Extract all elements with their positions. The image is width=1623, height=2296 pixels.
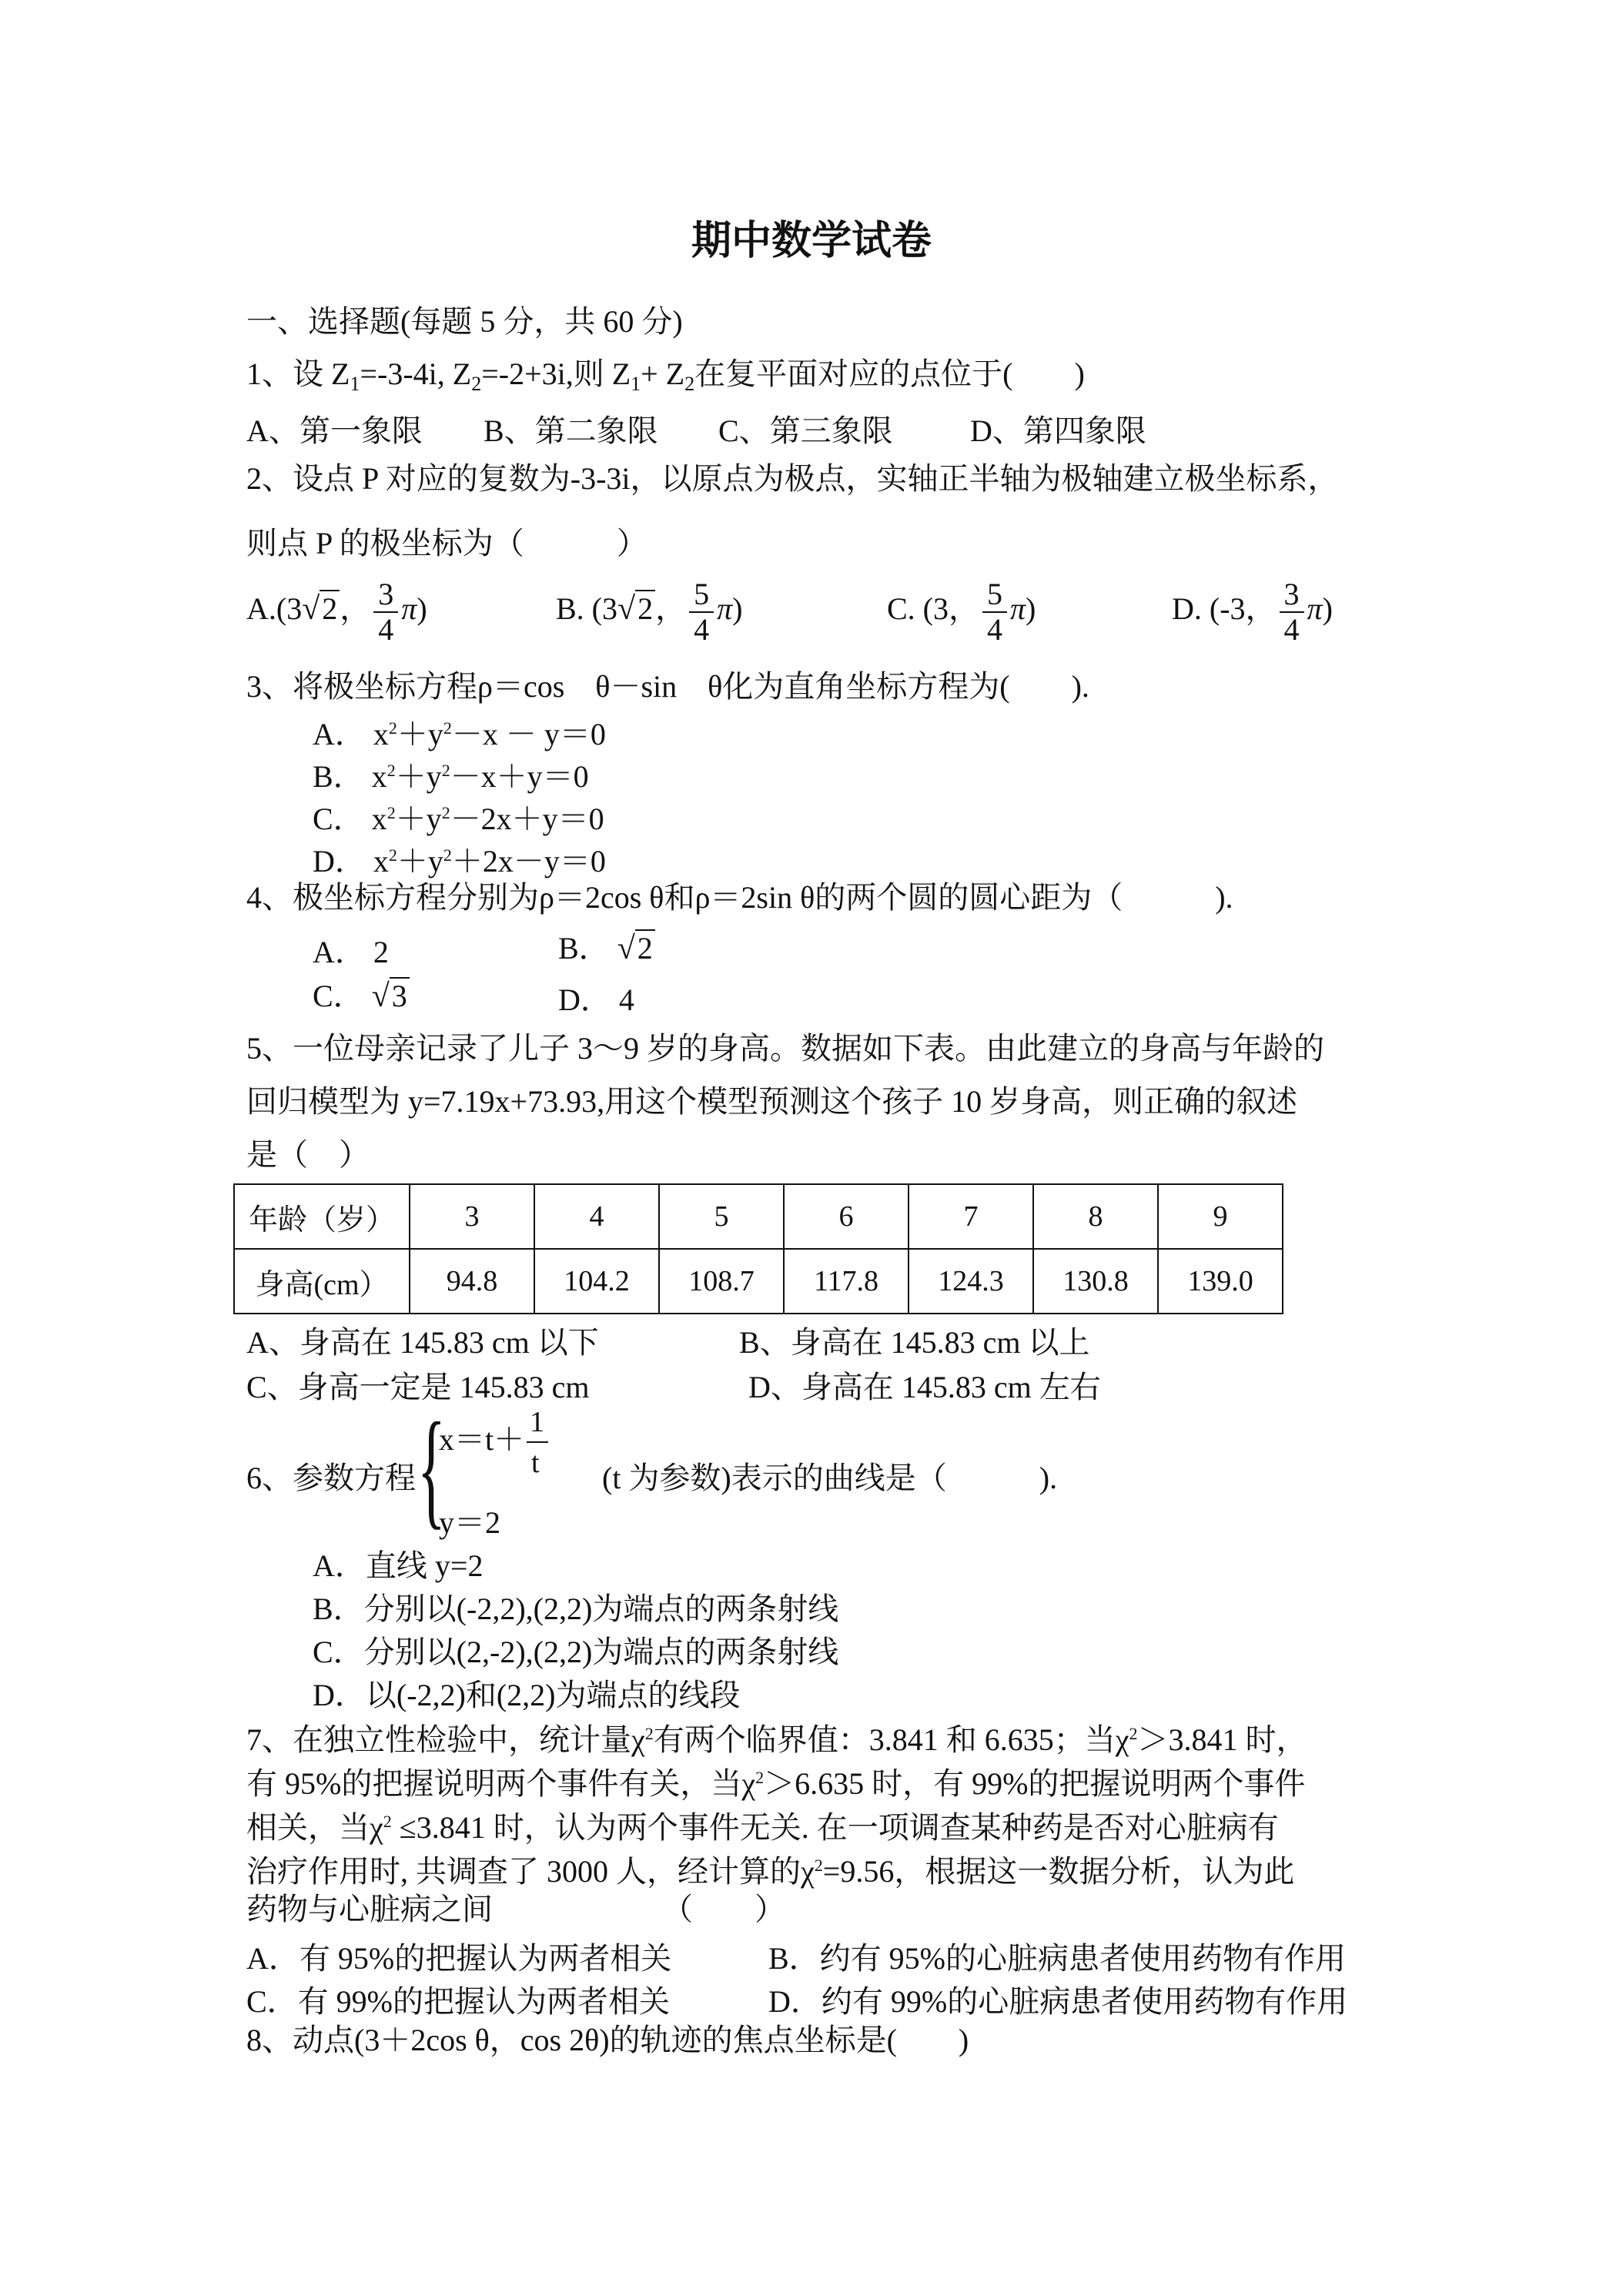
q1-option-b: B、第二象限 <box>484 413 658 448</box>
fraction-bar <box>527 1441 548 1443</box>
q7-option-c: C．有 99%的把握认为两者相关 <box>246 1984 670 2019</box>
q1-option-a: A、第一象限 <box>246 413 423 448</box>
table-cell: 6 <box>784 1184 909 1249</box>
q5-option-b: B、身高在 145.83 cm 以上 <box>739 1325 1090 1360</box>
table-cell: 7 <box>909 1184 1033 1249</box>
q5-option-a: A、身高在 145.83 cm 以下 <box>246 1325 599 1360</box>
table-row-age <box>234 1184 1283 1249</box>
question-2-line-1: 2、设点 P 对应的复数为-3-3i，以原点为极点，实轴正半轴为极轴建立极坐标系， <box>246 461 1339 496</box>
q6-fraction-numerator: 1 <box>530 1406 544 1438</box>
q2-option-a: A.(3√2， $\frac{3}{4}$ π) <box>246 577 427 647</box>
q4-option-c: C． √3 <box>313 972 410 1016</box>
table-cell: 117.8 <box>784 1249 909 1314</box>
question-7-line-1: 7、在独立性检验中，统计量$\chi^2$有两个临界值：3.841 和 6.635；当$\chi^2>3.841$ 时， <box>246 1722 1307 1757</box>
q5-option-d: D、身高在 145.83 cm 左右 <box>748 1370 1101 1404</box>
q3-option-c: C． $x^2+y^2-2x+y=0$ <box>313 802 604 836</box>
table-cell: 年龄（岁） <box>234 1184 410 1249</box>
table-cell: 身高(cm） <box>234 1249 410 1314</box>
q3-option-d: D． $x^2+y^2+2x-y=0$ <box>313 844 606 879</box>
table-cell: 94.8 <box>410 1249 534 1314</box>
question-5-line-1: 5、一位母亲记录了儿子 3～9 岁的身高。数据如下表。由此建立的身高与年龄的 <box>246 1031 1324 1066</box>
q7-option-a: A．有 95%的把握认为两者相关 <box>246 1941 672 1976</box>
age-height-table <box>233 1183 1283 1314</box>
question-1-stem: 1、设 $Z_1=-3-4i$, $Z_2=-2+3i$,则 $Z_1+ Z_2$在复平面对应的点位于( ) <box>246 356 1085 395</box>
table-cell: 3 <box>410 1184 534 1249</box>
question-7-line-4: 治疗作用时, 共调查了 3000 人，经计算的$\chi^2=9.56$，根据这一数据分析，认为此 <box>246 1854 1295 1889</box>
q7-option-d: D．约有 99%的心脏病患者使用药物有作用 <box>768 1984 1348 2019</box>
q3-option-b: B． $x^2+y^2-x+y=0$ <box>313 759 589 794</box>
table-cell: 8 <box>1033 1184 1158 1249</box>
q1-option-d: D、第四象限 <box>970 413 1146 448</box>
question-7-line-3: 相关，当$\chi^2 \le 3.841$ 时，认为两个事件无关. 在一项调查某种药是否对心脏病有 <box>246 1810 1279 1845</box>
section-heading: 一、选择题(每题 5 分，共 60 分) <box>246 304 683 339</box>
q4-option-a: A． 2 <box>313 935 389 969</box>
q6-option-b: B．分别以(-2,2),(2,2)为端点的两条射线 <box>313 1591 839 1626</box>
table-row-height <box>234 1249 1283 1314</box>
table-cell: 4 <box>534 1184 659 1249</box>
question-5-line-2: 回归模型为 y=7.19x+73.93,用这个模型预测这个孩子 10 岁身高，则正确的叙述 <box>246 1084 1298 1119</box>
table-cell: 124.3 <box>909 1249 1033 1314</box>
page-title: 期中数学试卷 <box>691 219 932 263</box>
question-7-line-5: 药物与心脏病之间 （ ） <box>246 1892 785 1926</box>
q6-fraction-denominator: t <box>531 1447 540 1479</box>
q2-option-d: D. (-3， $\frac{3}{4}$ π) <box>1172 577 1333 647</box>
q3-option-a: A． $x^2+y^2-x - y=0$ <box>313 717 606 751</box>
question-6-label: 6、参数方程 <box>246 1461 416 1495</box>
table-cell: 9 <box>1158 1184 1283 1249</box>
q6-option-c: C．分别以(2,-2),(2,2)为端点的两条射线 <box>313 1635 839 1669</box>
q6-equation-x: x＝t＋ <box>439 1422 525 1457</box>
table-cell: 130.8 <box>1033 1249 1158 1314</box>
q5-option-c: C、身高一定是 145.83 cm <box>246 1370 590 1404</box>
q4-option-d: D． 4 <box>558 982 634 1017</box>
table-cell: 104.2 <box>534 1249 659 1314</box>
question-5-line-3: 是（ ） <box>246 1137 370 1172</box>
q2-option-c: C. (3， $\frac{5}{4}$ π) <box>887 577 1036 647</box>
table-cell: 108.7 <box>659 1249 784 1314</box>
question-3-stem: 3、将极坐标方程ρ＝cos θ－sin θ化为直角坐标方程为( ). <box>246 669 1089 704</box>
q6-option-d: D．以(-2,2)和(2,2)为端点的线段 <box>313 1678 741 1712</box>
question-2-line-2: 则点 P 的极坐标为（ ） <box>246 526 648 561</box>
question-8-stem: 8、动点(3＋2cos θ，cos 2θ)的轨迹的焦点坐标是( ) <box>246 2023 969 2057</box>
q1-option-c: C、第三象限 <box>718 413 893 448</box>
question-7-line-2: 有 95%的把握说明两个事件有关，当$\chi^2>6.635$ 时，有 99%的把握说明两个事件 <box>246 1766 1306 1801</box>
q6-option-a: A．直线 y=2 <box>313 1548 484 1583</box>
q6-equation-y: y＝2 <box>439 1505 500 1540</box>
left-brace: { <box>417 1396 446 1541</box>
question-4-stem: 4、极坐标方程分别为ρ＝2cos θ和ρ＝2sin θ的两个圆的圆心距为（ ). <box>246 880 1233 915</box>
q7-option-b: B．约有 95%的心脏病患者使用药物有作用 <box>768 1941 1346 1976</box>
table-cell: 139.0 <box>1158 1249 1283 1314</box>
q6-stem-tail: (t 为参数)表示的曲线是（ ). <box>602 1461 1058 1495</box>
q2-option-b: B. (3√2， $\frac{5}{4}$ π) <box>556 577 743 647</box>
table-cell: 5 <box>659 1184 784 1249</box>
q4-option-b: B． √2 <box>558 924 655 968</box>
